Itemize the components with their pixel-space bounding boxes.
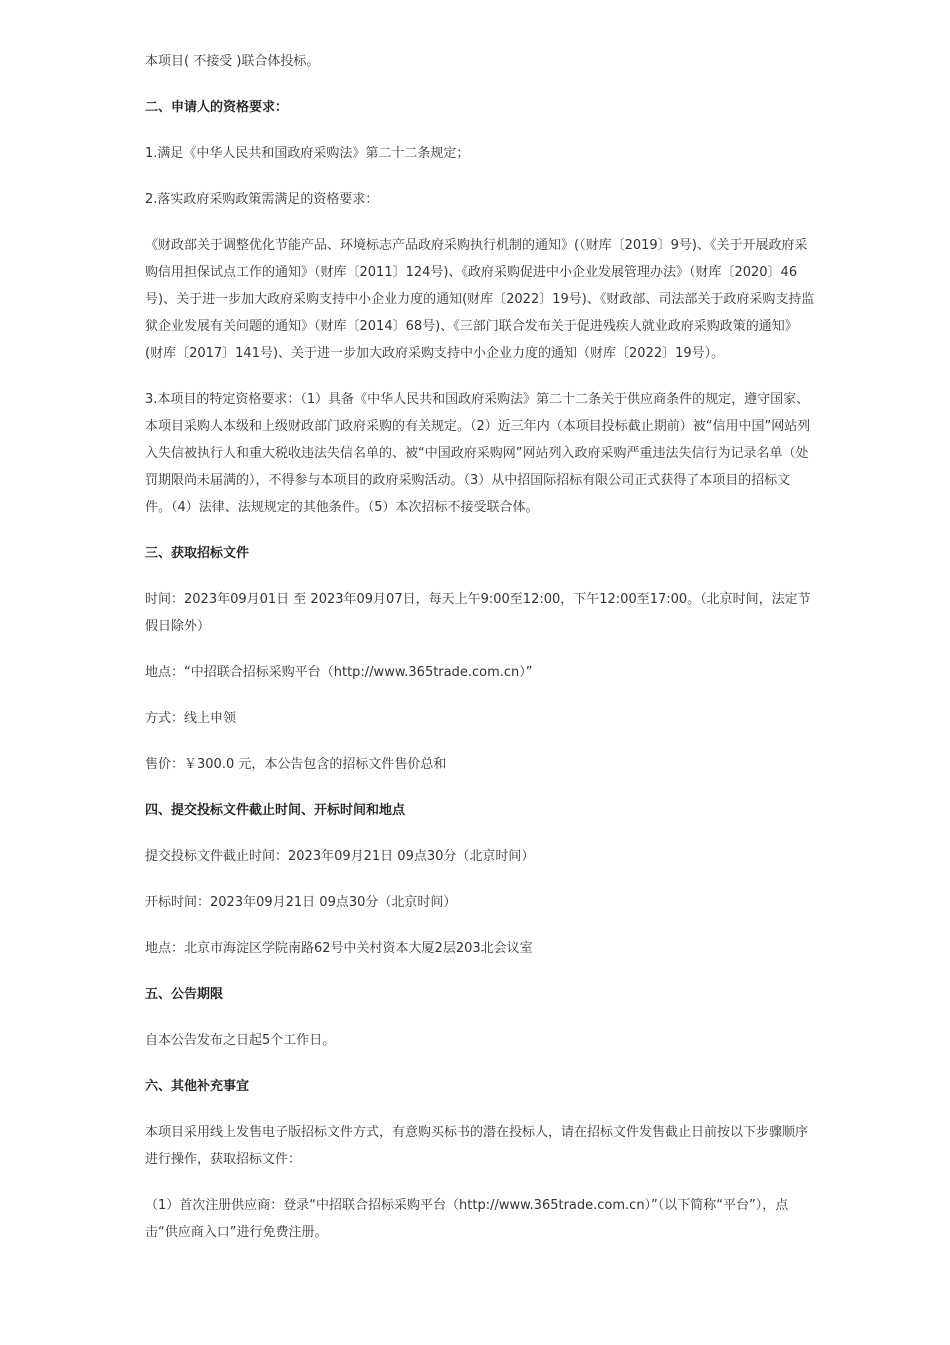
policy-list: 《财政部关于调整优化节能产品、环境标志产品政府采购执行机制的通知》(（财库〔2019〕9号)、《关于开展政府采购信用担保试点工作的通知》（财库〔2011〕124号)、《政府采购促进中小企业发展管理办法》（财库〔2020〕46号)、关于进一步加大政府采购支持中小企业力度的通知(财库〔2022〕19号)、《财政部、司法部关于政府采购支持监狱企业发展有关问题的通知》（财库〔2014〕68号)、《三部门联合发布关于促进残疾人就业政府采购政策的通知》(财库〔2017〕141号)、关于进一步加大政府采购支持中小企业力度的通知（财库〔2022〕19号）。 [145,238,815,361]
section-heading-qualifications: 二、申请人的资格要求： [145,100,289,115]
section-heading-other-matters: 六、其他补充事宜 [145,1079,250,1094]
consortium-note: 本项目( 不接受 )联合体投标。 [145,54,320,69]
qualification-item-3: 3.本项目的特定资格要求：（1）具备《中华人民共和国政府采购法》第二十二条关于供应商条件的规定，遵守国家、本项目采购人本级和上级财政部门政府采购的有关规定。（2）近三年内（本项目投标截止期前）被“信用中国”网站列入失信被执行人和重大税收违法失信名单的、被“中国政府采购网”网站列入政府采购严重违法失信行为记录名单（处罚期限尚未届满的），不得参与本项目的政府采购活动。（3）从中招国际招标有限公司正式获得了本项目的招标文件。（4）法律、法规规定的其他条件。（5）本次招标不接受联合体。 [145,392,811,515]
obtain-time: 时间：2023年09月01日 至 2023年09月07日，每天上午9:00至12:00，下午12:00至17:00。（北京时间，法定节假日除外） [145,592,811,634]
section-heading-notice-period: 五、公告期限 [145,987,224,1002]
obtain-location: 地点：“中招联合招标采购平台（http://www.365trade.com.cn）” [145,665,533,680]
qualification-item-2: 2.落实政府采购政策需满足的资格要求： [145,192,379,207]
qualification-item-1: 1.满足《中华人民共和国政府采购法》第二十二条规定； [145,146,470,161]
submission-deadline: 提交投标文件截止时间：2023年09月21日 09点30分（北京时间） [145,849,535,864]
obtain-method: 方式：线上申领 [145,711,237,726]
registration-step-1: （1）首次注册供应商：登录“中招联合招标采购平台（http://www.365trade.com.cn）”（以下简称“平台”），点击“供应商入口”进行免费注册。 [145,1198,789,1240]
notice-period: 自本公告发布之日起5个工作日。 [145,1033,336,1048]
document-price: 售价：￥300.0 元，本公告包含的招标文件售价总和 [145,757,447,772]
opening-location: 地点：北京市海淀区学院南路62号中关村资本大厦2层203北会议室 [145,941,533,956]
section-heading-obtain-documents: 三、获取招标文件 [145,546,250,561]
other-matters-intro: 本项目采用线上发售电子版招标文件方式，有意购买标书的潜在投标人，请在招标文件发售截止日前按以下步骤顺序进行操作，获取招标文件： [145,1125,809,1167]
section-heading-deadline: 四、提交投标文件截止时间、开标时间和地点 [145,803,406,818]
document-body [145,48,815,1265]
opening-time: 开标时间：2023年09月21日 09点30分（北京时间） [145,895,457,910]
